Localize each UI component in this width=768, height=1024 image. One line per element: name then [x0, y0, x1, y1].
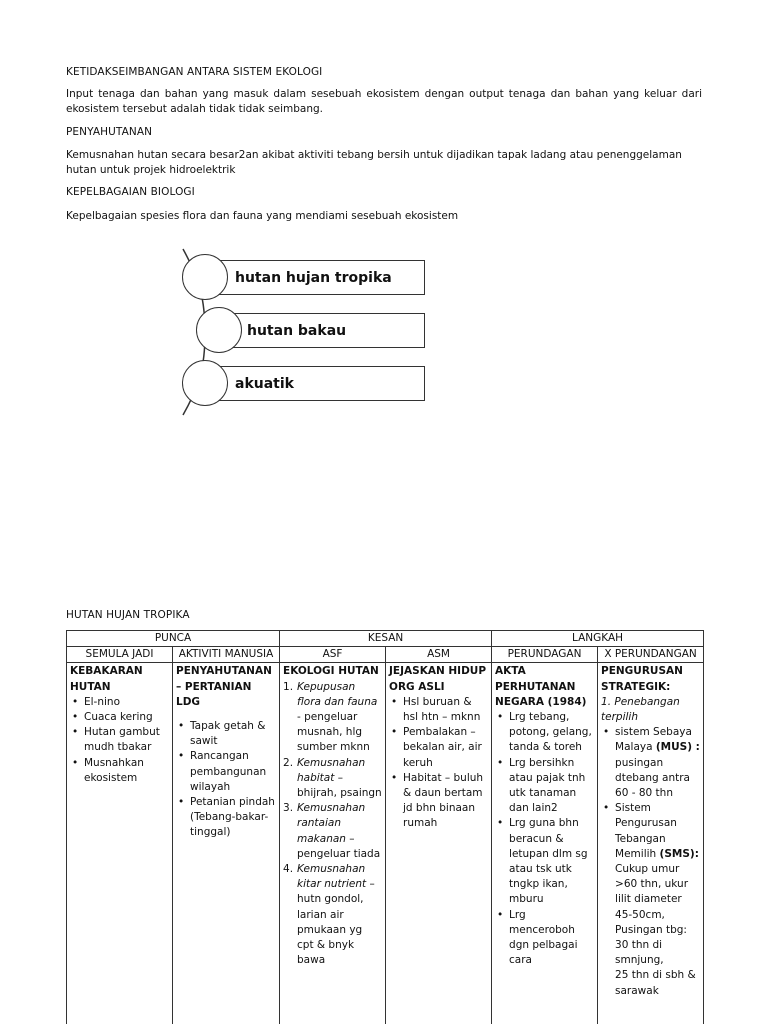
cell-title: PENGURUSAN STRATEGIK:	[601, 665, 683, 693]
list-item: 1. Kepupusan flora dan fauna - pengeluar musnah, hlg sumber mknn	[283, 680, 378, 754]
cell-title: AKTA PERHUTANAN NEGARA (1984)	[495, 665, 587, 708]
heading-kepelbagaian-biologi: KEPELBAGAIAN BIOLOGI	[66, 186, 195, 198]
list-item: 4. Kemusnahan kitar nutrient – hutn gondol, larian air pmukaan yg cpt & bnyk bawa	[283, 863, 375, 967]
cell-subtitle: 1. Penebangan terpilih	[601, 695, 680, 724]
list-item: • Pembalakan – bekalan air, air keruh	[389, 725, 488, 771]
cell-aktiviti-manusia	[173, 663, 280, 1024]
diagram-box-hutan-hujan-tropika	[204, 260, 425, 295]
paragraph-penyahutanan: Kemusnahan hutan secara besar2an akibat aktiviti tebang bersih untuk dijadikan tapak ladang atau penenggelaman hutan untuk projek hidroelektrik	[66, 149, 682, 176]
hutan-hujan-tropika-table	[66, 630, 704, 1024]
list-item: • Musnahkan ekosistem	[70, 756, 169, 786]
diagram-label-hutan-hujan-tropika: hutan hujan tropika	[235, 269, 392, 286]
list-item: • Lrg guna bhn beracun & letupan dlm sg atau tsk utk tngkp ikan, mburu	[495, 816, 594, 907]
cell-title: PENYAHUTANAN – PERTANIAN LDG	[176, 665, 272, 708]
list-item: • Lrg menceroboh dgn pelbagai cara	[495, 908, 594, 969]
list-item: 2. Kemusnahan habitat – bhijrah, psaingn	[283, 756, 382, 800]
cell-perundagan	[492, 663, 598, 1024]
cell-title: EKOLOGI HUTAN	[283, 665, 379, 678]
list-item: • Habitat – buluh & daun bertam jd bhn binaan rumah	[389, 771, 488, 832]
diagram-box-akuatik	[204, 366, 425, 401]
list-item: 3. Kemusnahan rantaian makanan – pengeluar tiada	[283, 802, 381, 860]
list-item: • Sistem Pengurusan Tebangan Memilih (SMS): Cukup umur >60 thn, ukur lilit diameter 45-50cm,	[601, 801, 700, 923]
heading-penyahutanan: PENYAHUTANAN	[66, 126, 153, 138]
list-item: • El-nino	[70, 695, 169, 710]
diagram-circle-3	[182, 360, 228, 406]
group-header-kesan: KESAN	[280, 631, 492, 647]
list-item: • Lrg bersihkn atau pajak tnh utk tanaman dan lain2	[495, 756, 594, 817]
heading-ketidakseimbangan: KETIDAKSEIMBANGAN ANTARA SISTEM EKOLOGI	[66, 66, 323, 78]
list-item: • Rancangan pembangunan wilayah	[176, 749, 276, 795]
diagram-label-hutan-bakau: hutan bakau	[247, 322, 347, 339]
text-line: 30 thn di smnjung,	[615, 939, 664, 967]
column-header-perundagan: PERUNDAGAN	[492, 647, 598, 663]
text-line: Pusingan tbg:	[615, 923, 687, 936]
cell-title: KEBAKARAN HUTAN	[70, 665, 143, 693]
column-header-asm: ASM	[386, 647, 492, 663]
table-title: HUTAN HUJAN TROPIKA	[66, 609, 190, 621]
list-item: • sistem Sebaya Malaya (MUS) : pusingan dtebang antra 60 - 80 thn	[601, 725, 700, 801]
group-header-punca: PUNCA	[67, 631, 280, 647]
column-header-aktiviti-manusia: AKTIVITI MANUSIA	[173, 647, 280, 663]
list-item: • Cuaca kering	[70, 710, 169, 725]
diagram-label-akuatik: akuatik	[235, 375, 294, 392]
cell-x-perundangan	[598, 663, 704, 1024]
cell-asm	[386, 663, 492, 1024]
cell-asf	[280, 663, 386, 1024]
paragraph-ketidakseimbangan: Input tenaga dan bahan yang masuk dalam sesebuah ekosistem dengan output tenaga dan bahan yang keluar dari ekosistem tersebut adalah tidak tidak seimbang.	[66, 88, 702, 115]
diagram-circle-2	[196, 307, 242, 353]
diagram-box-hutan-bakau	[218, 313, 425, 348]
diagram-circle-1	[182, 254, 228, 300]
list-item: • Tapak getah & sawit	[176, 719, 276, 749]
paragraph-kepelbagaian-biologi: Kepelbagaian spesies flora dan fauna yang mendiami sesebuah ekosistem	[66, 210, 459, 222]
list-item: • Lrg tebang, potong, gelang, tanda & toreh	[495, 710, 594, 756]
column-header-semula-jadi: SEMULA JADI	[67, 647, 173, 663]
cell-semula-jadi	[67, 663, 173, 1024]
column-header-x-perundangan: X PERUNDANGAN	[598, 647, 704, 663]
list-item: • Hsl buruan & hsl htn – mknn	[389, 695, 488, 725]
cell-title: JEJASKAN HIDUP ORG ASLI	[389, 665, 487, 693]
column-header-asf: ASF	[280, 647, 386, 663]
list-item: • Hutan gambut mudh tbakar	[70, 725, 169, 755]
list-item: • Petanian pindah (Tebang-bakar-tinggal)	[176, 795, 276, 841]
group-header-langkah: LANGKAH	[492, 631, 704, 647]
text-line: 25 thn di sbh & sarawak	[615, 969, 696, 997]
